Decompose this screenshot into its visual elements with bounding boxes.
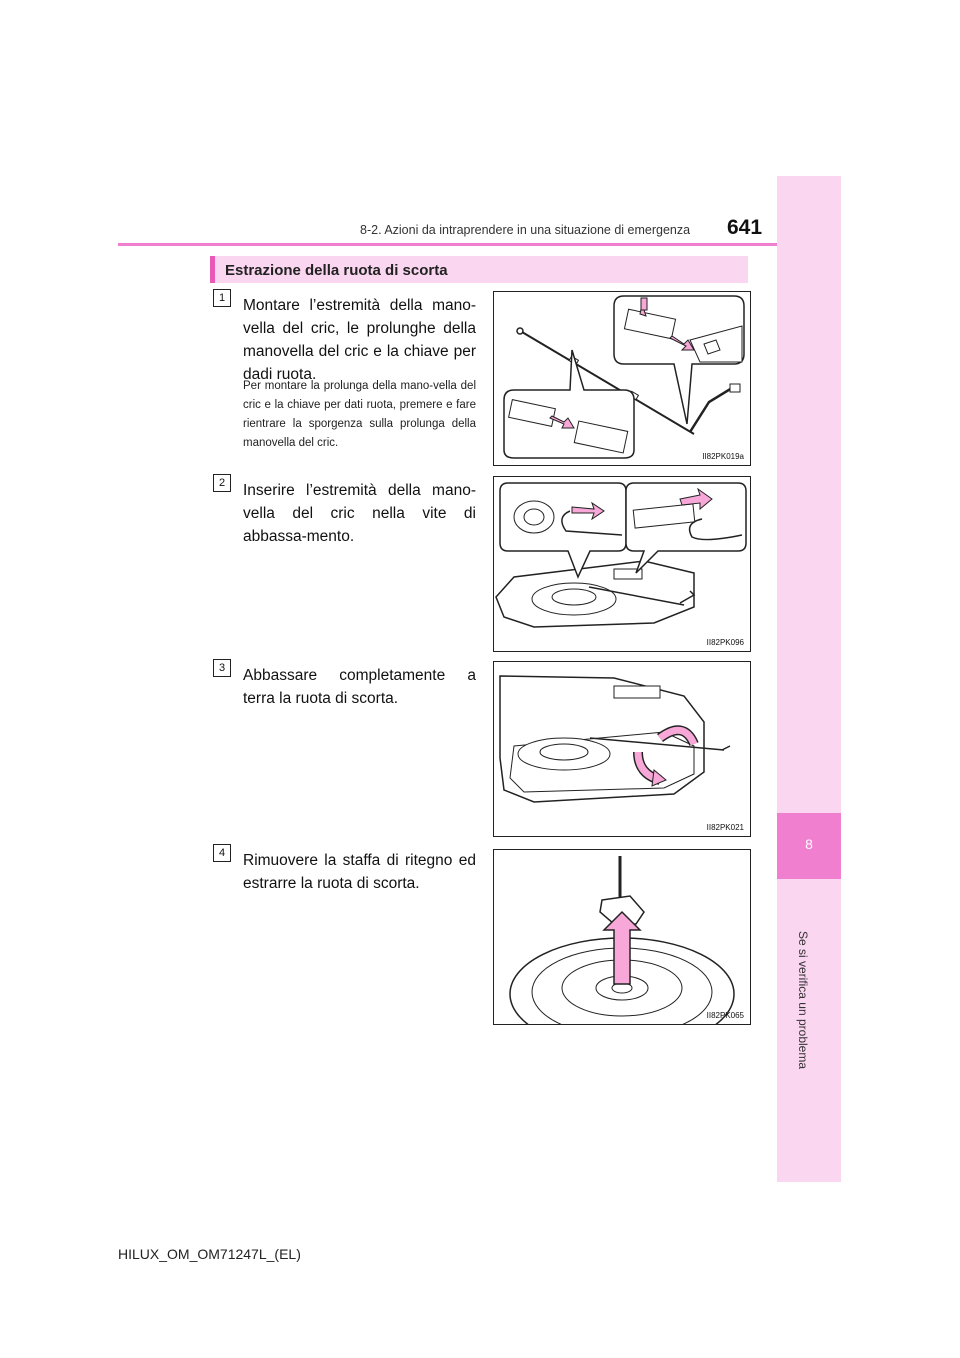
jack-handle-illustration	[494, 292, 750, 465]
step-2-badge: 2	[213, 474, 231, 492]
chapter-title: 8-2. Azioni da intraprendere in una situazione di emergenza	[360, 223, 691, 237]
figure-step-4	[493, 849, 751, 1025]
chapter-number: 8	[805, 836, 813, 852]
header-rule	[118, 243, 777, 246]
lowering-screw-illustration	[494, 477, 750, 651]
step-1-badge: 1	[213, 289, 231, 307]
section-heading-accent	[210, 256, 215, 283]
figure-step-1-code: II82PK019a	[702, 452, 744, 461]
figure-step-4-code: II82PK065	[706, 1011, 744, 1020]
step-3-badge: 3	[213, 659, 231, 677]
step-1-text: Montare l’estremità della mano-vella del cric, le prolunghe della manovella del cric e la chiave per dadi ruota.	[243, 297, 476, 383]
document-code: HILUX_OM_OM71247L_(EL)	[118, 1246, 301, 1262]
remove-spare-wheel-illustration	[494, 850, 750, 1024]
page-number: 641	[727, 216, 763, 239]
chapter-side-label: Se si verifica un problema	[796, 930, 810, 1070]
step-4-badge: 4	[213, 844, 231, 862]
step-4-text: Rimuovere la staffa di ritegno ed estrarre la ruota di scorta.	[243, 852, 476, 892]
step-2-text: Inserire l’estremità della mano-vella del cric nella vite di abbassa-mento.	[243, 482, 476, 545]
figure-step-2-code: II82PK096	[706, 638, 744, 647]
figure-step-1	[493, 291, 751, 466]
lower-spare-wheel-illustration	[494, 662, 750, 836]
figure-step-3-code: II82PK021	[706, 823, 744, 832]
figure-step-2	[493, 476, 751, 652]
section-title: Estrazione della ruota di scorta	[225, 262, 448, 279]
step-3-text: Abbassare completamente a terra la ruota di scorta.	[243, 667, 476, 707]
step-1-note: Per montare la prolunga della mano-vella del cric e la chiave per dati ruota, premere e fare rientrare la sporgenza sulla prolunga della manovella del cric.	[243, 380, 476, 449]
figure-step-3	[493, 661, 751, 837]
